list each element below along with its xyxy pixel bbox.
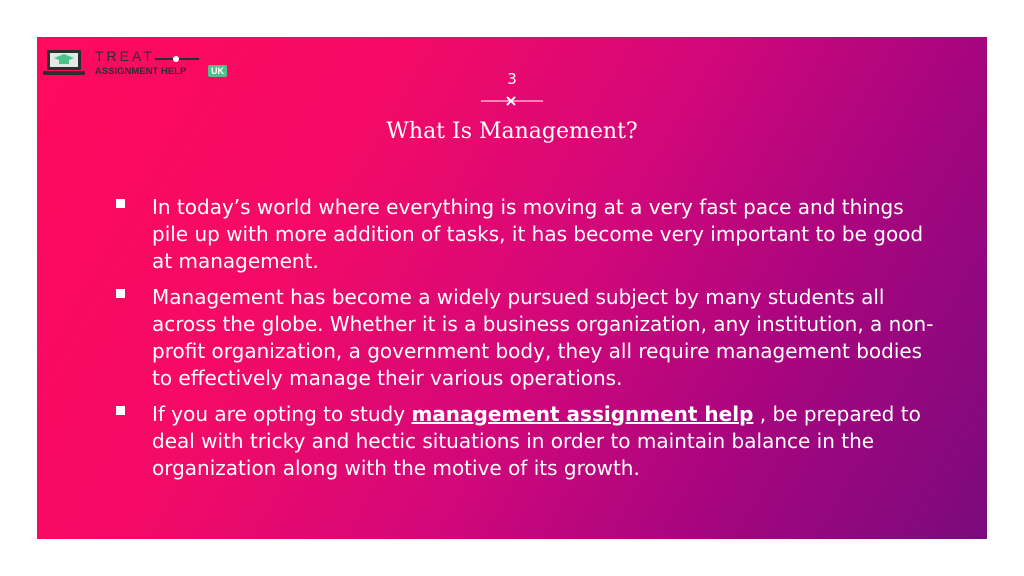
- bullet-text-before-link: If you are opting to study: [152, 402, 412, 426]
- bullet-item: [112, 284, 942, 392]
- logo-brand-bottom: ASSIGNMENT HELP: [95, 66, 187, 77]
- slide: [37, 37, 987, 539]
- slide-number: 3: [507, 70, 517, 88]
- bullet-text-after-link: , be prepared to deal with tricky and hectic situations in order to maintain balance in the organization along with the motive of its growth.: [152, 402, 921, 480]
- bullet-item: [112, 401, 942, 482]
- bullet-text: In today’s world where everything is moving at a very fast pace and things pile up with more addition of tasks, it has become very important to be good at management.: [152, 195, 924, 273]
- logo-line: [155, 58, 199, 60]
- square-bullet-icon: [116, 289, 125, 298]
- bullet-text: Management has become a widely pursued subject by many students all across the globe. Whether it is a business organization, any institution, a non-profit organization, a government body, they all require management bodies to effectively manage their various operations.: [152, 285, 934, 390]
- bullet-item: [112, 194, 942, 275]
- square-bullet-icon: [116, 199, 125, 208]
- title-divider-icon: [481, 94, 543, 108]
- slide-title: What Is Management?: [386, 119, 638, 144]
- management-assignment-help-link[interactable]: management assignment help: [411, 402, 754, 426]
- bullet-list: [112, 194, 942, 491]
- square-bullet-icon: [116, 406, 125, 415]
- logo-uk-badge: UK: [208, 65, 227, 77]
- logo-brand-top: TREAT: [95, 48, 155, 64]
